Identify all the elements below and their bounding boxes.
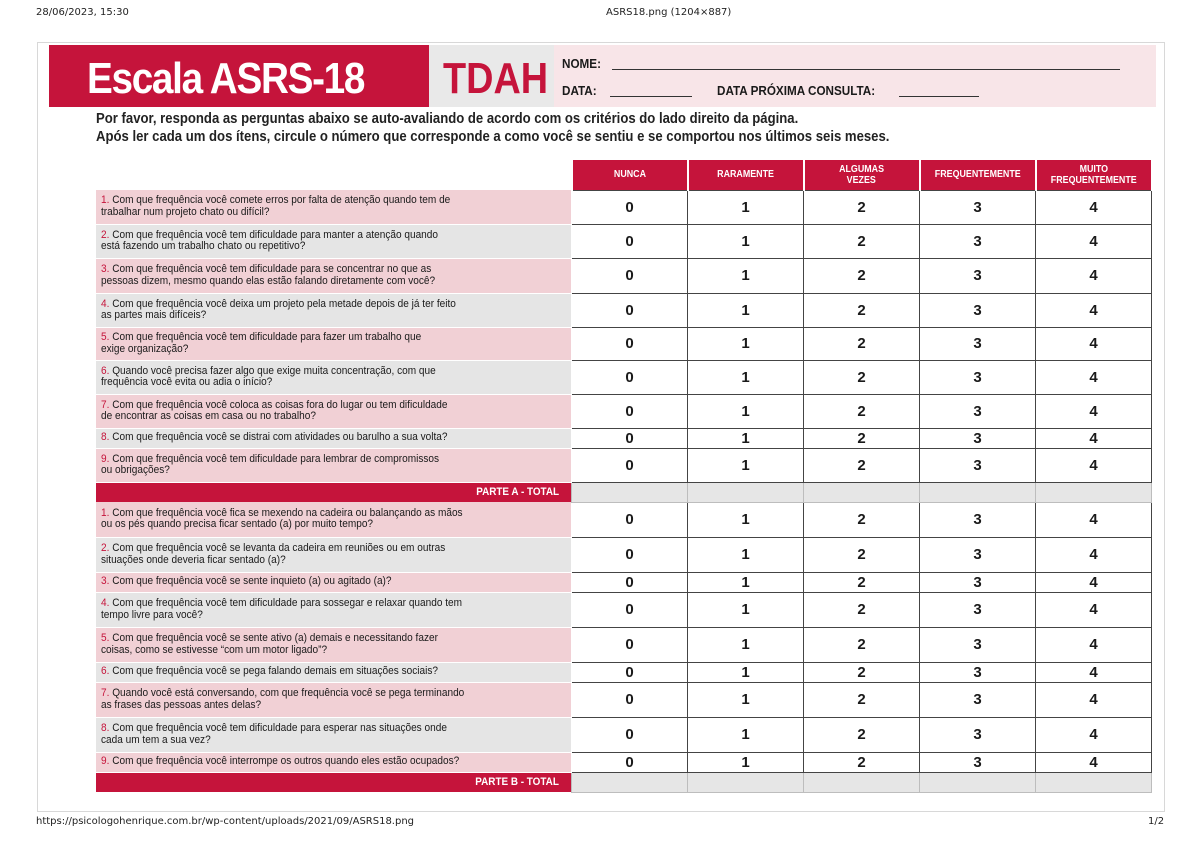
question-text	[96, 448, 572, 482]
question-row	[96, 752, 1152, 772]
question-text	[96, 258, 572, 293]
question-row	[96, 190, 1152, 224]
col-header-frequentemente: FREQUENTEMENTE	[920, 160, 1036, 190]
score-option-nunca[interactable]: 0	[572, 448, 688, 482]
score-option-nunca[interactable]: 0	[572, 627, 688, 662]
total-cell-muito-frequentemente[interactable]	[1036, 482, 1152, 502]
question-line: Com que frequência você tem dificuldade para manter a atenção quando	[112, 228, 438, 241]
print-page: 1/2	[1148, 816, 1165, 827]
score-option-muito-frequentemente[interactable]: 4	[1036, 752, 1152, 772]
question-row	[96, 662, 1152, 682]
score-option-frequentemente[interactable]: 3	[920, 537, 1036, 572]
score-option-frequentemente[interactable]: 3	[920, 502, 1036, 537]
question-line: Com que frequência você tem dificuldade para sossegar e relaxar quando tem	[112, 597, 463, 609]
score-option-frequentemente[interactable]: 3	[920, 717, 1036, 752]
score-option-algumas-vezes[interactable]: 2	[804, 448, 920, 482]
question-text	[96, 572, 572, 592]
question-line: trabalhar num projeto chato ou difícil?	[101, 205, 270, 218]
score-option-raramente[interactable]: 1	[688, 572, 804, 592]
question-row	[96, 327, 1152, 360]
question-line: pessoas dizem, mesmo quando elas estão falando diretamente com você?	[101, 274, 436, 287]
question-number: 2.	[101, 542, 110, 554]
score-option-raramente[interactable]: 1	[688, 752, 804, 772]
score-option-algumas-vezes[interactable]: 2	[804, 502, 920, 537]
score-option-nunca[interactable]: 0	[572, 717, 688, 752]
score-option-nunca[interactable]: 0	[572, 360, 688, 394]
question-line: Com que frequência você tem dificuldade para lembrar de compromissos	[112, 452, 440, 465]
score-option-muito-frequentemente[interactable]: 4	[1036, 537, 1152, 572]
score-option-raramente[interactable]: 1	[688, 448, 804, 482]
score-option-raramente[interactable]: 1	[688, 394, 804, 428]
question-line: Com que frequência você se sente inquieto (a) ou agitado (a)?	[112, 575, 392, 588]
score-option-muito-frequentemente[interactable]: 4	[1036, 190, 1152, 224]
date-label: DATA:	[562, 83, 597, 98]
score-option-algumas-vezes[interactable]: 2	[804, 662, 920, 682]
question-row	[96, 717, 1152, 752]
total-cell-algumas-vezes[interactable]	[804, 772, 920, 792]
question-text	[96, 502, 572, 537]
question-row	[96, 572, 1152, 592]
score-option-nunca[interactable]: 0	[572, 592, 688, 627]
question-line: Com que frequência você se pega falando demais em situações sociais?	[112, 665, 438, 678]
score-option-frequentemente[interactable]: 3	[920, 682, 1036, 717]
date-field[interactable]	[610, 96, 692, 97]
question-text	[96, 627, 572, 662]
question-row	[96, 627, 1152, 662]
question-line: situações onde deveria ficar sentado (a)?	[101, 553, 286, 566]
score-option-nunca[interactable]: 0	[572, 224, 688, 258]
score-option-raramente[interactable]: 1	[688, 428, 804, 448]
question-number: 4.	[101, 597, 110, 609]
score-option-muito-frequentemente[interactable]: 4	[1036, 448, 1152, 482]
question-line: Com que frequência você coloca as coisas fora do lugar ou tem dificuldade	[112, 398, 448, 411]
name-field[interactable]	[612, 69, 1120, 70]
score-option-raramente[interactable]: 1	[688, 224, 804, 258]
score-option-nunca[interactable]: 0	[572, 428, 688, 448]
total-cell-algumas-vezes[interactable]	[804, 482, 920, 502]
next-date-field[interactable]	[899, 96, 979, 97]
question-line: Com que frequência você se distrai com atividades ou barulho a sua volta?	[112, 431, 448, 444]
question-row	[96, 394, 1152, 428]
score-option-nunca[interactable]: 0	[572, 258, 688, 293]
score-option-muito-frequentemente[interactable]: 4	[1036, 258, 1152, 293]
total-label-text: PARTE A - TOTAL	[476, 486, 559, 499]
score-option-nunca[interactable]: 0	[572, 293, 688, 327]
score-option-muito-frequentemente[interactable]: 4	[1036, 293, 1152, 327]
score-option-algumas-vezes[interactable]: 2	[804, 682, 920, 717]
question-row	[96, 224, 1152, 258]
header-row	[96, 160, 1152, 190]
question-text	[96, 428, 572, 448]
score-option-nunca[interactable]: 0	[572, 752, 688, 772]
asrs-document	[37, 42, 1165, 812]
question-text	[96, 360, 572, 394]
score-option-muito-frequentemente[interactable]: 4	[1036, 327, 1152, 360]
score-option-algumas-vezes[interactable]: 2	[804, 572, 920, 592]
print-title: ASRS18.png (1204×887)	[606, 7, 732, 18]
score-option-raramente[interactable]: 1	[688, 627, 804, 662]
total-cell-raramente[interactable]	[688, 772, 804, 792]
question-number: 1.	[101, 194, 110, 207]
score-option-muito-frequentemente[interactable]: 4	[1036, 592, 1152, 627]
question-number: 8.	[101, 431, 110, 444]
score-option-muito-frequentemente[interactable]: 4	[1036, 682, 1152, 717]
question-text	[96, 327, 572, 360]
total-cell-raramente[interactable]	[688, 482, 804, 502]
question-number: 6.	[101, 665, 110, 678]
question-line: Com que frequência você se sente ativo (a) demais e necessitando fazer	[112, 632, 438, 644]
score-option-algumas-vezes[interactable]: 2	[804, 537, 920, 572]
total-cell-nunca[interactable]	[572, 482, 688, 502]
print-datetime: 28/06/2023, 15:30	[36, 7, 129, 18]
question-number: 9.	[101, 755, 110, 768]
score-option-nunca[interactable]: 0	[572, 394, 688, 428]
question-row	[96, 592, 1152, 627]
question-line: frequência você evita ou adia o início?	[101, 376, 273, 388]
question-line: tempo livre para você?	[101, 608, 203, 621]
score-option-frequentemente[interactable]: 3	[920, 224, 1036, 258]
question-row	[96, 537, 1152, 572]
score-option-raramente[interactable]: 1	[688, 327, 804, 360]
next-date-label: DATA PRÓXIMA CONSULTA:	[717, 83, 876, 98]
score-option-nunca[interactable]: 0	[572, 327, 688, 360]
question-number: 6.	[101, 364, 110, 377]
score-option-frequentemente[interactable]: 3	[920, 190, 1036, 224]
tdah-label: TDAH	[443, 54, 549, 103]
score-option-frequentemente[interactable]: 3	[920, 627, 1036, 662]
question-number: 5.	[101, 632, 110, 644]
score-option-algumas-vezes[interactable]: 2	[804, 428, 920, 448]
scale-table	[96, 160, 1153, 793]
question-line: de encontrar as coisas em casa ou no trabalho?	[101, 410, 316, 422]
score-option-algumas-vezes[interactable]: 2	[804, 394, 920, 428]
score-option-algumas-vezes[interactable]: 2	[804, 327, 920, 360]
col-header-nunca: NUNCA	[572, 160, 688, 190]
score-option-raramente[interactable]: 1	[688, 662, 804, 682]
score-option-nunca[interactable]: 0	[572, 572, 688, 592]
part-b_total-row	[96, 772, 1152, 792]
question-text	[96, 224, 572, 258]
score-option-frequentemente[interactable]: 3	[920, 394, 1036, 428]
question-line: Com que frequência você interrompe os outros quando eles estão ocupados?	[112, 755, 460, 768]
question-row	[96, 428, 1152, 448]
question-line: Com que frequência você tem dificuldade para fazer um trabalho que	[112, 331, 422, 343]
scale-title: Escala ASRS-18	[87, 54, 365, 103]
question-text	[96, 190, 572, 224]
col-header-muito-frequentemente: MUITO FREQUENTEMENTE	[1036, 160, 1152, 190]
score-option-raramente[interactable]: 1	[688, 717, 804, 752]
question-line: cada um tem a sua vez?	[101, 733, 211, 746]
score-option-muito-frequentemente[interactable]: 4	[1036, 360, 1152, 394]
question-row	[96, 502, 1152, 537]
score-option-frequentemente[interactable]: 3	[920, 592, 1036, 627]
score-option-raramente[interactable]: 1	[688, 502, 804, 537]
question-text	[96, 682, 572, 717]
question-text	[96, 717, 572, 752]
score-option-raramente[interactable]: 1	[688, 258, 804, 293]
total-label-text: PARTE B - TOTAL	[475, 776, 559, 789]
question-line: ou obrigações?	[101, 464, 170, 476]
question-line: as frases das pessoas antes delas?	[101, 698, 262, 711]
question-number: 2.	[101, 228, 110, 241]
score-option-algumas-vezes[interactable]: 2	[804, 752, 920, 772]
question-text	[96, 662, 572, 682]
score-option-algumas-vezes[interactable]: 2	[804, 258, 920, 293]
question-line: Com que frequência você fica se mexendo na cadeira ou balançando as mãos	[112, 506, 463, 519]
intro-line-1: Por favor, responda as perguntas abaixo se auto-avaliando de acordo com os critérios do lado direito da página.	[96, 111, 799, 127]
score-option-algumas-vezes[interactable]: 2	[804, 360, 920, 394]
score-option-frequentemente[interactable]: 3	[920, 428, 1036, 448]
score-option-muito-frequentemente[interactable]: 4	[1036, 502, 1152, 537]
tdah-block	[429, 45, 554, 107]
total-cell-muito-frequentemente[interactable]	[1036, 772, 1152, 792]
question-number: 3.	[101, 575, 110, 588]
question-line: Com que frequência você tem dificuldade para esperar nas situações onde	[112, 722, 447, 734]
total-cell-nunca[interactable]	[572, 772, 688, 792]
score-option-muito-frequentemente[interactable]: 4	[1036, 717, 1152, 752]
score-option-muito-frequentemente[interactable]: 4	[1036, 572, 1152, 592]
question-text	[96, 293, 572, 327]
question-text	[96, 394, 572, 428]
score-option-frequentemente[interactable]: 3	[920, 572, 1036, 592]
question-line: coisas, como se estivesse “com um motor ligado”?	[101, 643, 328, 656]
question-line: Com que frequência você comete erros por falta de atenção quando tem de	[112, 194, 451, 207]
score-option-raramente[interactable]: 1	[688, 190, 804, 224]
question-number: 7.	[101, 398, 110, 411]
score-option-muito-frequentemente[interactable]: 4	[1036, 428, 1152, 448]
question-number: 3.	[101, 263, 110, 275]
question-number: 8.	[101, 722, 110, 734]
score-option-frequentemente[interactable]: 3	[920, 360, 1036, 394]
question-line: Quando você está conversando, com que frequência você se pega terminando	[112, 687, 465, 699]
score-option-nunca[interactable]: 0	[572, 682, 688, 717]
score-option-frequentemente[interactable]: 3	[920, 258, 1036, 293]
score-option-raramente[interactable]: 1	[688, 360, 804, 394]
score-option-algumas-vezes[interactable]: 2	[804, 224, 920, 258]
question-row	[96, 360, 1152, 394]
col-header-raramente: RARAMENTE	[688, 160, 804, 190]
score-option-muito-frequentemente[interactable]: 4	[1036, 224, 1152, 258]
brand-block	[49, 45, 429, 107]
banner	[49, 45, 1156, 107]
part-a_total-row	[96, 482, 1152, 502]
total-label	[96, 482, 572, 502]
question-line: exige organização?	[101, 342, 189, 355]
score-option-frequentemente[interactable]: 3	[920, 662, 1036, 682]
question-text	[96, 537, 572, 572]
score-option-muito-frequentemente[interactable]: 4	[1036, 662, 1152, 682]
question-line: as partes mais difíceis?	[101, 309, 207, 321]
question-row	[96, 448, 1152, 482]
score-option-frequentemente[interactable]: 3	[920, 752, 1036, 772]
score-option-raramente[interactable]: 1	[688, 537, 804, 572]
question-line: Com que frequência você tem dificuldade para se concentrar no que as	[112, 263, 432, 275]
score-option-algumas-vezes[interactable]: 2	[804, 627, 920, 662]
question-text	[96, 592, 572, 627]
question-line: Com que frequência você se levanta da cadeira em reuniões ou em outras	[112, 542, 446, 554]
question-row	[96, 293, 1152, 327]
score-option-algumas-vezes[interactable]: 2	[804, 190, 920, 224]
score-option-muito-frequentemente[interactable]: 4	[1036, 394, 1152, 428]
question-text	[96, 752, 572, 772]
col-header-algumas-vezes: ALGUMAS VEZES	[804, 160, 920, 190]
question-number: 1.	[101, 506, 110, 519]
score-option-nunca[interactable]: 0	[572, 537, 688, 572]
question-line: Com que frequência você deixa um projeto pela metade depois de já ter feito	[112, 297, 456, 310]
score-option-raramente[interactable]: 1	[688, 293, 804, 327]
total-label	[96, 772, 572, 792]
score-option-frequentemente[interactable]: 3	[920, 293, 1036, 327]
name-label: NOME:	[562, 56, 602, 71]
patient-form	[554, 45, 1156, 107]
question-number: 9.	[101, 452, 110, 465]
question-number: 4.	[101, 297, 110, 310]
intro-line-2: Após ler cada um dos ítens, circule o número que corresponde a como você se sentiu e se comportou nos últimos seis meses.	[96, 129, 890, 145]
score-option-raramente[interactable]: 1	[688, 592, 804, 627]
question-line: está fazendo um trabalho chato ou repetitivo?	[101, 240, 306, 252]
question-line: ou os pés quando precisa ficar sentado (a) por muito tempo?	[101, 518, 374, 531]
question-number: 5.	[101, 331, 110, 343]
question-line: Quando você precisa fazer algo que exige muita concentração, com que	[112, 364, 436, 377]
total-cell-frequentemente[interactable]	[920, 482, 1036, 502]
score-option-nunca[interactable]: 0	[572, 190, 688, 224]
score-option-algumas-vezes[interactable]: 2	[804, 592, 920, 627]
question-row	[96, 258, 1152, 293]
total-cell-frequentemente[interactable]	[920, 772, 1036, 792]
question-number: 7.	[101, 687, 110, 699]
score-option-frequentemente[interactable]: 3	[920, 448, 1036, 482]
score-option-nunca[interactable]: 0	[572, 502, 688, 537]
score-option-algumas-vezes[interactable]: 2	[804, 293, 920, 327]
score-option-frequentemente[interactable]: 3	[920, 327, 1036, 360]
score-option-nunca[interactable]: 0	[572, 662, 688, 682]
score-option-algumas-vezes[interactable]: 2	[804, 717, 920, 752]
print-url: https://psicologohenrique.com.br/wp-content/uploads/2021/09/ASRS18.png	[36, 816, 415, 827]
question-row	[96, 682, 1152, 717]
score-option-raramente[interactable]: 1	[688, 682, 804, 717]
score-option-muito-frequentemente[interactable]: 4	[1036, 627, 1152, 662]
